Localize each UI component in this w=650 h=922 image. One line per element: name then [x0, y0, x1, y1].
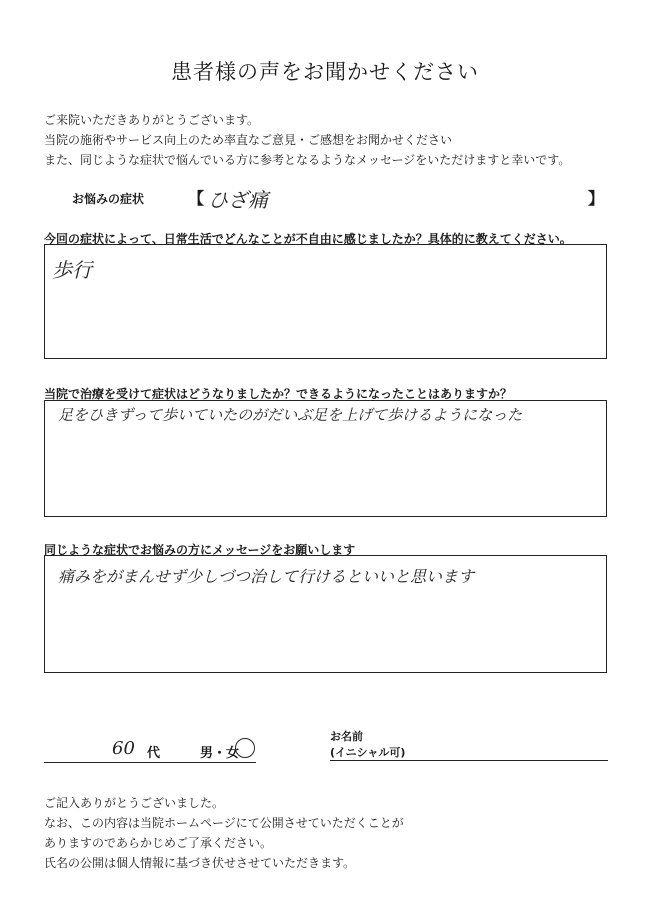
- footer-line: なお、この内容は当院ホームページにて公開させていただくことが: [44, 816, 404, 830]
- question-3: 同じような症状でお悩みの方にメッセージをお願いします: [44, 543, 356, 557]
- age-gender-underline: [44, 762, 256, 763]
- name-note: (イニシャル可): [330, 746, 406, 759]
- question-1: 今回の症状によって、日常生活でどんなことが不自由に感じましたか？具体的に教えてください。: [44, 232, 572, 246]
- page-title: 患者様の声をお聞かせください: [171, 60, 479, 84]
- intro-text: [44, 110, 570, 170]
- gender-options: 男・女: [200, 746, 240, 761]
- age-value[interactable]: 60: [112, 738, 135, 759]
- footer-line: ご記入ありがとうございました。: [44, 796, 225, 810]
- answer-box-1[interactable]: [44, 244, 607, 359]
- intro-line: 当院の施術やサービス向上のため率直なご意見・ご感想をお聞かせください: [44, 133, 453, 147]
- name-label: お名前: [330, 730, 363, 743]
- footer-line: 氏名の公開は個人情報に基づき伏せさせていただきます。: [44, 856, 356, 870]
- gender-selected-circle: [235, 738, 255, 758]
- intro-line: また、同じような症状で悩んでいる方に参考となるようなメッセージをいただけますと幸いです。: [44, 153, 571, 167]
- symptom-answer[interactable]: ひざ痛: [208, 188, 268, 212]
- name-underline[interactable]: [330, 760, 608, 761]
- answer-text-3: 痛みをがまんせず少しづつ治して行けるといいと思います: [58, 567, 475, 586]
- answer-text-1: 歩行: [52, 258, 92, 282]
- symptom-bracket-close: 】: [588, 189, 605, 208]
- symptom-label: お悩みの症状: [72, 192, 145, 206]
- intro-line: ご来院いただきありがとうございます。: [44, 113, 260, 127]
- symptom-bracket-open: 【: [188, 189, 205, 208]
- answer-text-2: 足をひきずって歩いていたのがだいぶ足を上げて歩けるようになった: [58, 406, 523, 424]
- question-2: 当院で治療を受けて症状はどうなりましたか？できるようになったことはありますか？: [44, 387, 513, 401]
- age-unit: 代: [147, 746, 161, 761]
- footer-text: [44, 793, 404, 873]
- footer-line: ありますのであらかじめご了承ください。: [44, 836, 273, 850]
